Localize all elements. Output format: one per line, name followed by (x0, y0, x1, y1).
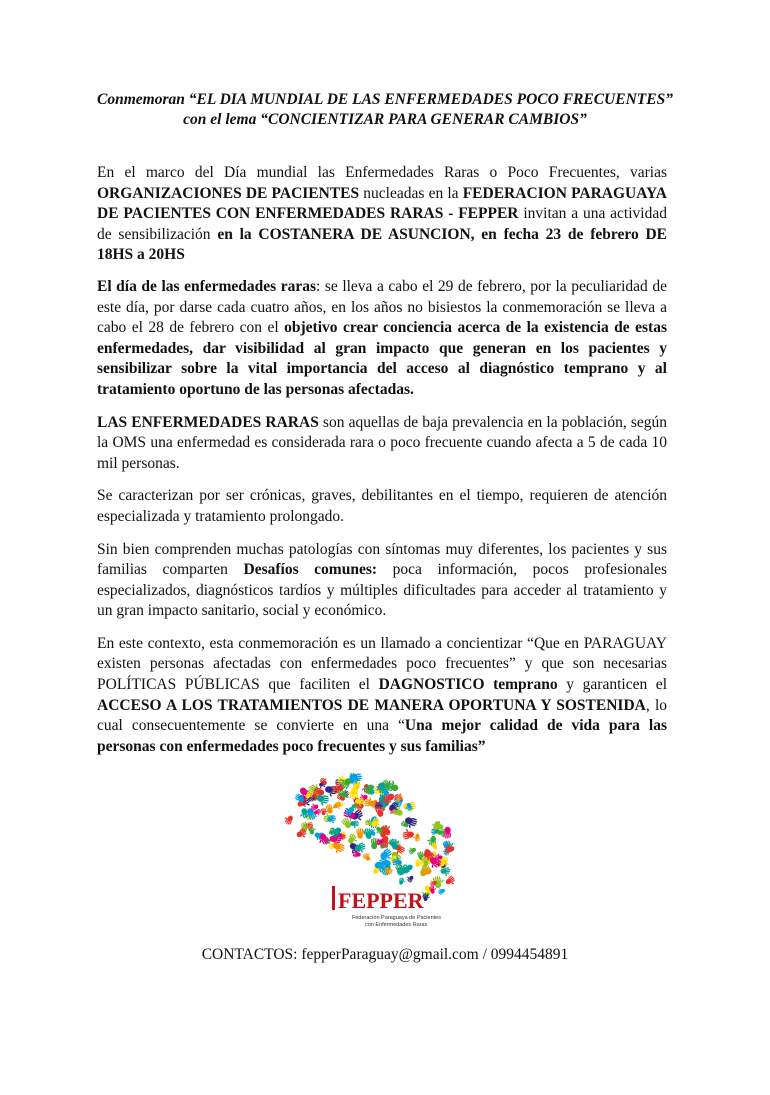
hand-print-icon (405, 874, 414, 884)
bold-text: DAGNOSTICO temprano (378, 676, 558, 694)
hand-print-icon (401, 828, 414, 840)
colorful-hands-map-icon (280, 770, 495, 935)
bold-text: FEDERACION PARAGUAYA DE PACIENTES CON ENFERMEDADES RARAS - FEPPER (97, 184, 667, 223)
paragraph-characteristics (97, 486, 667, 527)
bold-text: ACCESO A LOS TRATAMIENTOS DE MANERA OPORTUNA Y SOSTENIDA (97, 696, 646, 714)
text: nucleadas en la (359, 184, 463, 202)
hand-print-icon (407, 845, 417, 855)
text: y garanticen el (557, 676, 667, 694)
hand-print-icon (282, 813, 294, 825)
hand-print-icon (350, 821, 359, 829)
document-body (97, 163, 667, 769)
bold-text: ORGANIZACIONES DE PACIENTES (97, 184, 360, 202)
text: : se lleva a cabo el 29 de febrero, por la peculiaridad de este día, por darse cada cuatro años, en los años no bisiestos la conmemoración se lleva a cabo el 28 de febrero con el (97, 277, 667, 337)
text: poca información, pocos profesionales especializados, diagnósticos tardíos y múltiples dificultades para acceder al tratamiento y un gran impacto sanitario, social y económico. (97, 561, 668, 620)
bold-text: LAS ENFERMEDADES RARAS (97, 413, 319, 431)
text: Se caracterizan por ser crónicas, graves, debilitantes en el tiempo, requieren de atención especializada y tratamiento prolongado. (97, 487, 667, 525)
text: Sin bien comprenden muchas patologías con síntomas muy diferentes, los pacientes y sus familias comparten (97, 540, 667, 579)
document-title (60, 90, 710, 130)
bold-text: Una mejor calidad de vida para las personas con enfermedades poco frecuentes y sus familias” (97, 717, 667, 755)
logo-subtitle-2: con Enfermedades Raras (365, 922, 428, 928)
paragraph-intro (97, 163, 667, 266)
bold-text: Desafíos comunes: (243, 561, 378, 579)
paragraph-definition (97, 413, 667, 475)
title-line-1: Conmemoran “EL DIA MUNDIAL DE LAS ENFERMEDADES POCO FRECUENTES” (97, 91, 673, 108)
bold-text: El día de las enfermedades raras (97, 277, 317, 295)
hand-print-icon (362, 851, 373, 862)
logo-name: FEPPER (338, 888, 424, 913)
bold-text: objetivo crear conciencia acerca de la existencia de estas enfermedades, dar visibilidad al gran impacto que generan en los pacientes y sensibilizar sobre la vital importancia del acceso al diagnóstico temprano y al tratamiento oportuno de las personas afectadas. (97, 319, 667, 398)
title-line-2: con el lema “CONCIENTIZAR PARA GENERAR CAMBIOS” (183, 111, 587, 128)
text: En el marco del Día mundial las Enfermedades Raras o Poco Frecuentes, varias (97, 164, 667, 181)
text: En este contexto, esta conmemoración es un llamado a concientizar “Que en PARAGUAY existen personas afectadas con enfermedades poco frecuentes” y que son necesarias POLÍTICAS PÚBLICAS que faciliten el (97, 634, 667, 694)
contacts-line: CONTACTOS: fepperParaguay@gmail.com / 0994454891 (201, 946, 569, 963)
paragraph-context (97, 634, 667, 758)
hand-print-icon (444, 875, 457, 888)
bold-text: en la COSTANERA DE ASUNCION, en fecha 23 de febrero DE 18HS a 20HS (97, 225, 668, 264)
paragraph-challenges (97, 540, 667, 622)
text: , lo cual consecuentemente se convierte en una “ (97, 696, 667, 735)
text: invitan a una actividad de sensibilización (97, 205, 667, 243)
logo-bar (332, 886, 335, 910)
hand-print-icon (399, 877, 407, 885)
fepper-logo (280, 770, 495, 935)
text: son aquellas de baja prevalencia en la población, según la OMS una enfermedad es considerada rara o poco frecuente cuando afecta a 5 de cada 10 mil personas. (97, 413, 667, 472)
logo-subtitle-1: Federación Paraguaya de Pacientes (352, 915, 441, 921)
hand-print-icon (313, 809, 322, 817)
paragraph-day (97, 277, 667, 401)
